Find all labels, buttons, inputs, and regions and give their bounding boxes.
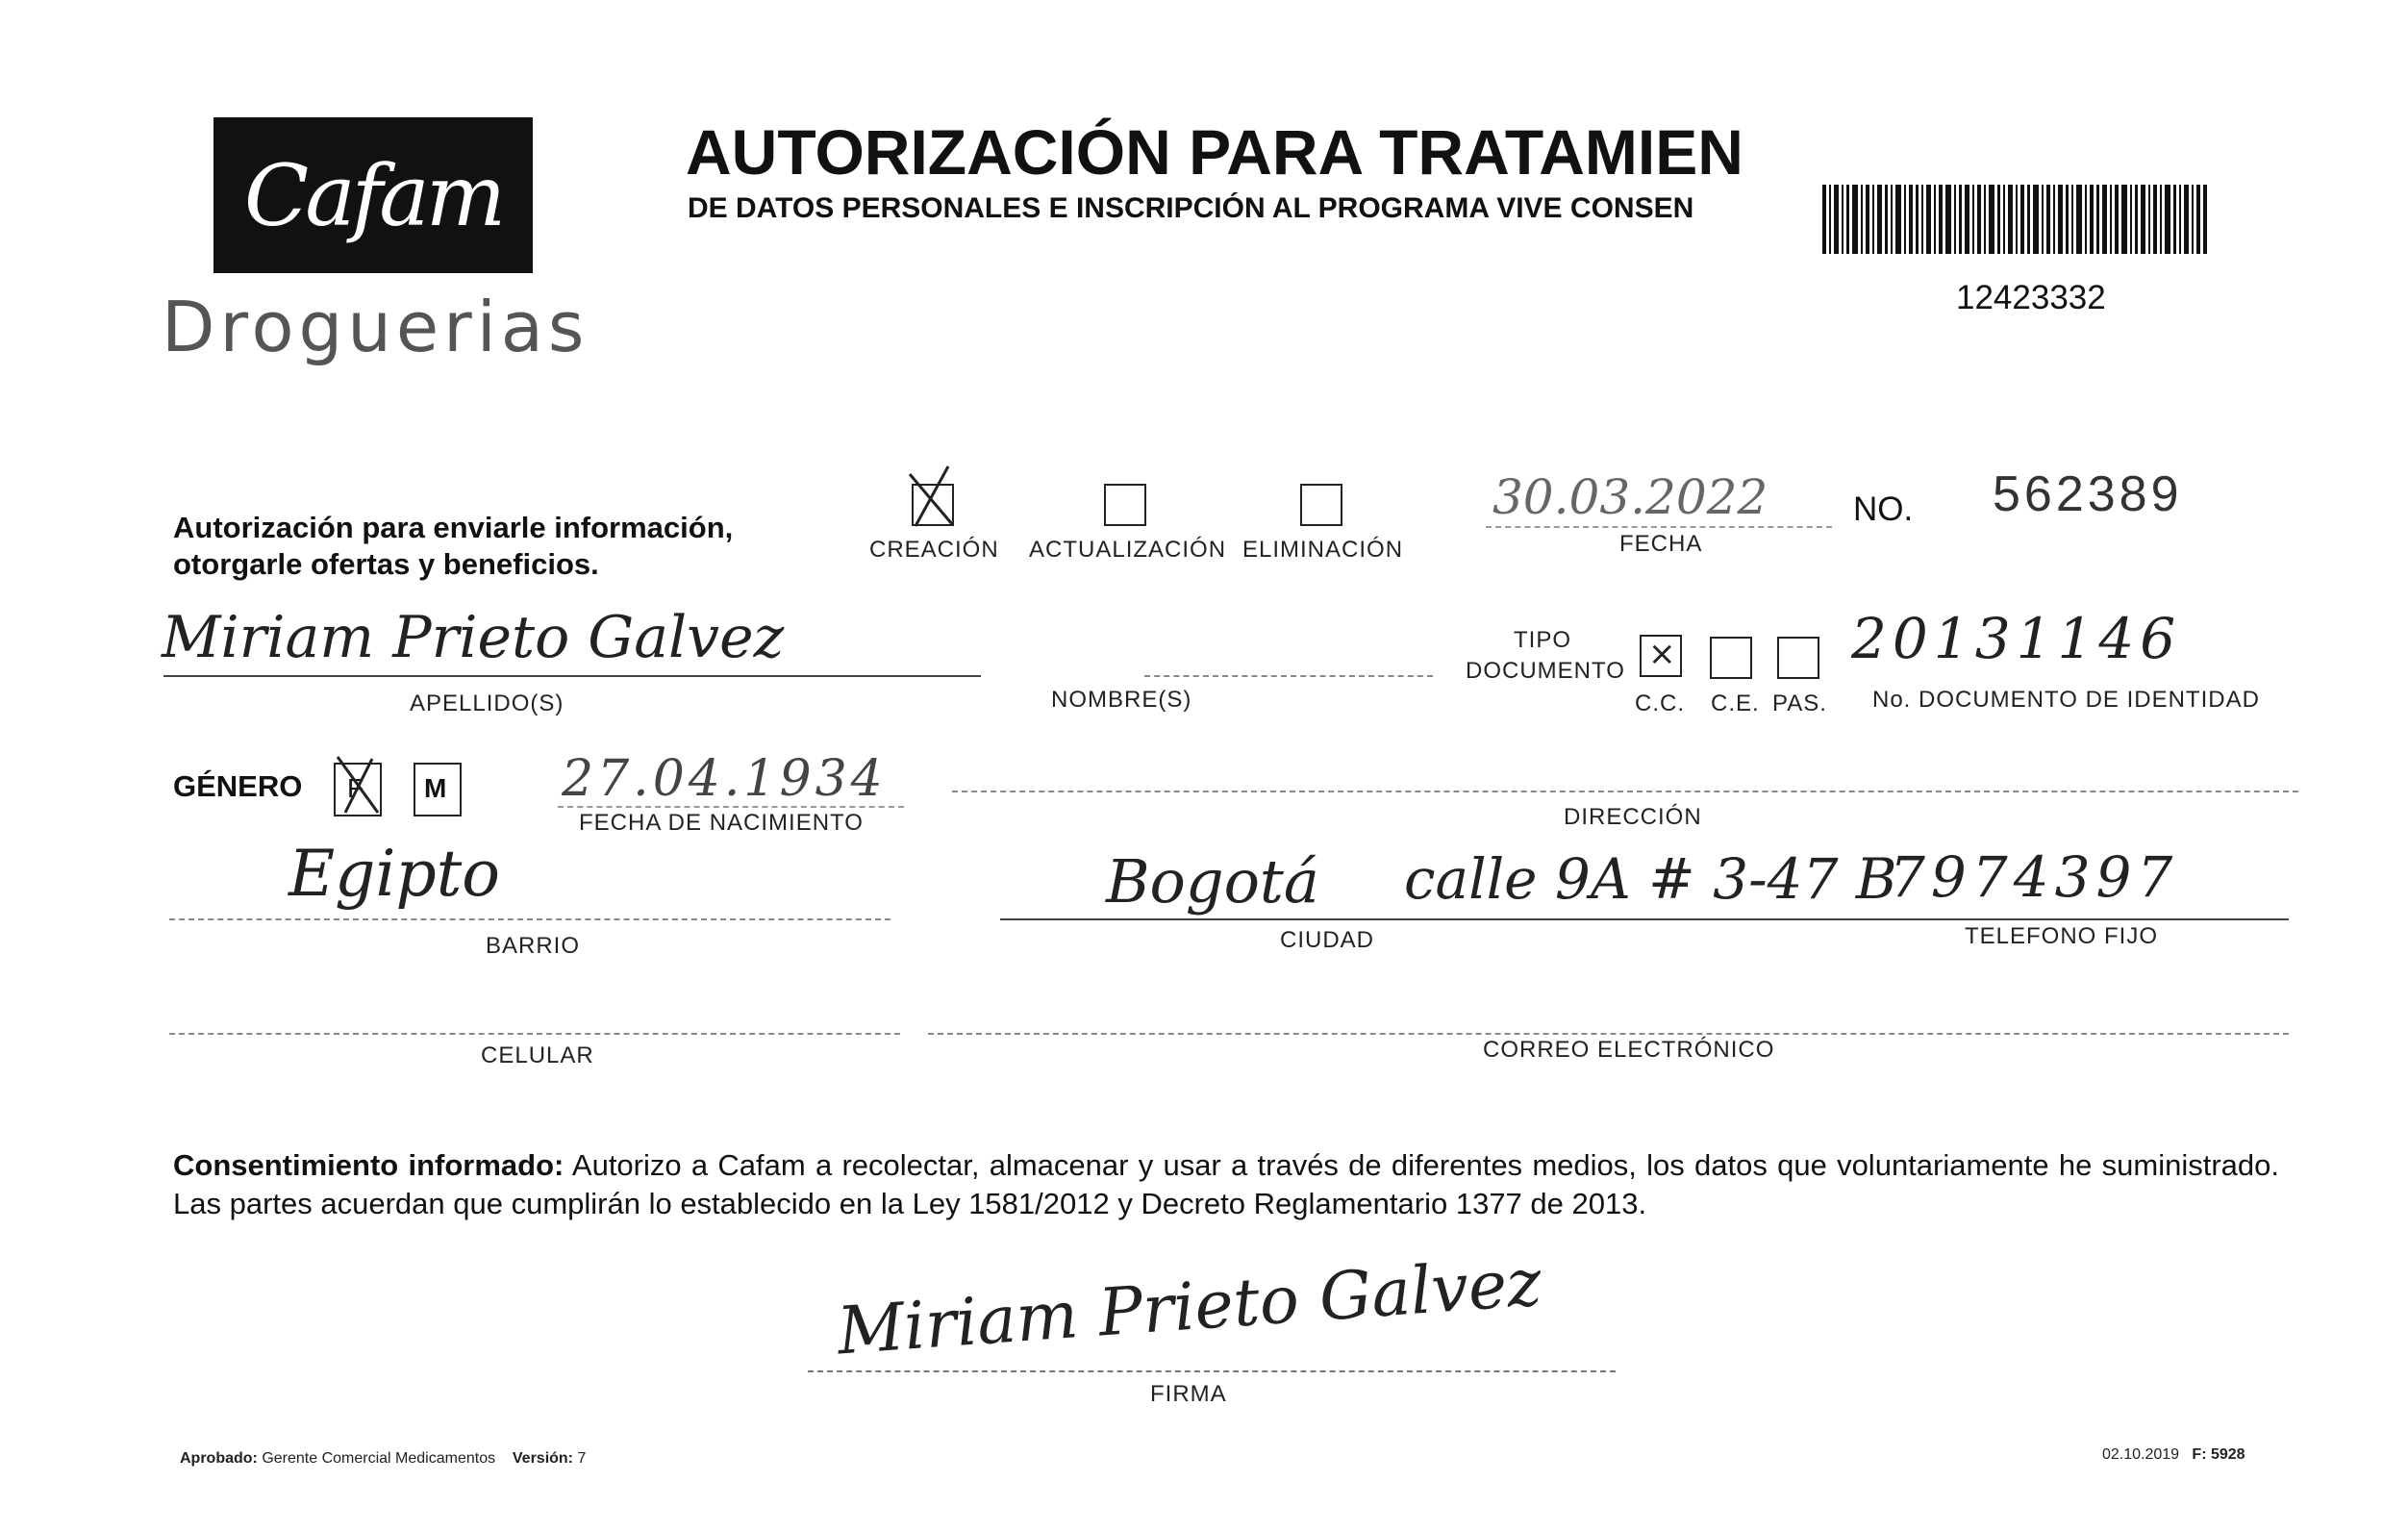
fecha-line	[1486, 526, 1832, 528]
intro-line-2: otorgarle ofertas y beneficios.	[173, 547, 599, 581]
barrio-line	[169, 918, 890, 920]
footer-right	[2102, 1446, 2245, 1464]
checkbox-f[interactable]	[334, 763, 382, 816]
aprobado-value: Gerente Comercial Medicamentos	[262, 1450, 496, 1467]
label-actualizacion: ACTUALIZACIÓN	[1029, 537, 1227, 563]
no-value: 562389	[1993, 466, 2183, 522]
x-mark-icon	[336, 757, 380, 807]
correo-line	[928, 1033, 2289, 1035]
label-ce: C.E.	[1711, 691, 1760, 716]
birth-value[interactable]: 27.04.1934	[562, 750, 887, 808]
birth-label: FECHA DE NACIMIENTO	[579, 810, 864, 836]
consent-text: Autorizo a Cafam a recolectar, almacenar y usar a través de diferentes medios, los datos que voluntariamente he suministrado. Las partes acuerdan que cumplirán lo establecido en la Ley 1581/2012 y Decreto Reglamentario 1377 de 2013.	[173, 1148, 2279, 1220]
label-f: F	[347, 773, 364, 803]
checkbox-ce[interactable]	[1710, 637, 1752, 679]
nombres-label: NOMBRE(S)	[1051, 687, 1192, 713]
cafam-logo	[213, 117, 533, 273]
birth-line	[558, 806, 904, 808]
apellidos-line	[163, 675, 981, 677]
intro-text	[173, 510, 808, 583]
form-title: AUTORIZACIÓN PARA TRATAMIEN	[686, 116, 1743, 188]
doc-number-value[interactable]: 20131146	[1851, 606, 2182, 671]
doc-number-label: No. DOCUMENTO DE IDENTIDAD	[1872, 687, 2260, 713]
footer-left	[180, 1450, 586, 1468]
footer-code: F: 5928	[2192, 1446, 2245, 1463]
x-mark-icon: ×	[1648, 635, 1676, 673]
consent-paragraph	[173, 1146, 2279, 1223]
genero-label: GÉNERO	[173, 769, 303, 803]
ciudad-line	[1000, 918, 2289, 920]
brand-subtitle: Droguerias	[162, 287, 589, 367]
checkbox-m[interactable]	[414, 763, 462, 816]
direccion-label: DIRECCIÓN	[1564, 804, 1702, 830]
telefono-label: TELEFONO FIJO	[1965, 923, 2159, 949]
direccion-line	[952, 791, 2298, 792]
tipo-label: TIPO	[1514, 627, 1572, 653]
barcode	[1822, 185, 2207, 254]
no-label: NO.	[1853, 490, 1914, 528]
label-pas: PAS.	[1772, 691, 1827, 716]
checkbox-creacion[interactable]	[912, 484, 954, 526]
barrio-label: BARRIO	[486, 933, 581, 959]
checkbox-cc[interactable]	[1640, 635, 1682, 677]
barrio-value[interactable]: Egipto	[288, 837, 501, 911]
checkbox-eliminacion[interactable]	[1300, 484, 1342, 526]
documento-label: DOCUMENTO	[1466, 658, 1625, 684]
checkbox-pas[interactable]	[1777, 637, 1819, 679]
check-mark-icon	[910, 466, 948, 505]
label-cc: C.C.	[1635, 691, 1685, 716]
aprobado-label: Aprobado:	[180, 1450, 258, 1467]
checkbox-actualizacion[interactable]	[1104, 484, 1146, 526]
signature-label: FIRMA	[1150, 1381, 1227, 1407]
apellidos-value[interactable]: Miriam Prieto Galvez	[162, 604, 785, 671]
footer-date: 02.10.2019	[2102, 1446, 2180, 1463]
version-value: 7	[577, 1450, 587, 1467]
intro-line-1: Autorización para enviarle información,	[173, 511, 734, 544]
signature-value[interactable]: Miriam Prieto Galvez	[835, 1244, 1544, 1370]
celular-label: CELULAR	[481, 1042, 594, 1068]
label-eliminacion: ELIMINACIÓN	[1242, 537, 1404, 563]
ciudad-label: CIUDAD	[1280, 927, 1375, 953]
fecha-label: FECHA	[1619, 531, 1703, 557]
ciudad-value[interactable]: Bogotá	[1106, 846, 1319, 917]
fecha-value[interactable]: 30.03.2022	[1492, 469, 1768, 525]
telefono-value[interactable]: 7974397	[1890, 844, 2179, 910]
consent-heading: Consentimiento informado:	[173, 1148, 564, 1182]
barcode-number: 12423332	[1956, 279, 2106, 316]
apellidos-label: APELLIDO(S)	[410, 691, 564, 716]
signature-line	[808, 1370, 1616, 1372]
label-m: M	[424, 773, 447, 803]
label-creacion: CREACIÓN	[869, 537, 999, 563]
celular-line	[169, 1033, 900, 1035]
form-subtitle: DE DATOS PERSONALES E INSCRIPCIÓN AL PROGRAMA VIVE CONSEN	[688, 192, 1694, 224]
version-label: Versión:	[512, 1450, 574, 1467]
nombres-line	[1144, 675, 1433, 677]
direccion-value[interactable]: calle 9A # 3-47 B	[1404, 846, 1897, 912]
logo-text: Cafam	[243, 145, 503, 245]
correo-label: CORREO ELECTRÓNICO	[1483, 1037, 1775, 1063]
